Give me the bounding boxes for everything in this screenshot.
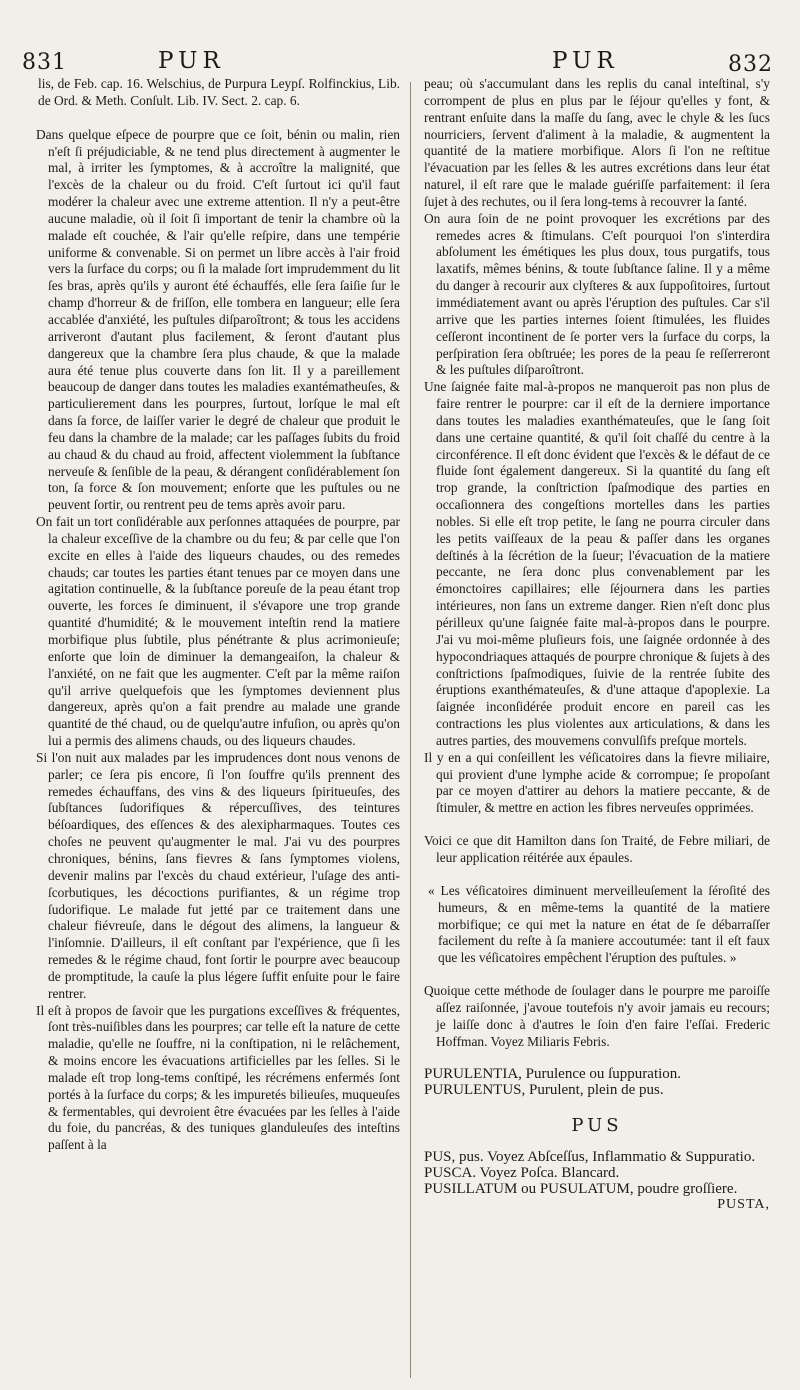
entry-purulentus: PURULENTUS, Purulent, plein de pus. — [424, 1082, 664, 1099]
catchword: PUSTA, — [717, 1197, 770, 1213]
entry-purulentia: PURULENTIA, Purulence ou ſuppuration. — [424, 1066, 682, 1083]
paragraph: Il y en a qui conſeillent les véſicatoires dans la fievre miliaire, qui provient d'une lymphe acide & corrompue; ſe propoſant par ce moyen d'attirer au dehors la matiere peccante, & de ſtimuler, & mettre en action les fibres nerveuſes opprimées. — [424, 749, 770, 816]
entry-pusca: PUSCA. Voyez Poſca. Blancard. — [424, 1165, 620, 1182]
dictionary-entry — [424, 1149, 770, 1165]
hamilton-intro: Voici ce que dit Hamilton dans ſon Traité, de Febre miliari, de leur application réitérée aux épaules. — [424, 833, 770, 865]
entry-pus: PUS, pus. Voyez Abſceſſus, Inflammatio & Suppuratio. — [424, 1149, 756, 1166]
dictionary-entry — [424, 1066, 770, 1082]
paragraph: On aura ſoin de ne point provoquer les excrétions par des remedes acres & ſtimulans. C'eſt pourquoi l'on s'interdira abſolument les émétiques les plus doux, tous purgatifs, tous laxatifs, mêmes bénins, & toute ſubſtance ſaline. Il y a même du danger à recourir aux clyſteres & aux ſuppoſitoires, ſurtout immédiatement avant ou après l'éruption des puſtules. Car s'il arrive que les parties internes ſoient ſtimulées, les fluides ceſſeront incontinent de ſe porter vers la ſurface du corps, la perſpiration ſera obſtruée; les pores de la peau ſe reſſerreront & les puſtules diſparoîtront. — [424, 210, 770, 378]
dictionary-entry — [424, 1181, 770, 1197]
paragraph: Une ſaignée faite mal-à-propos ne manqueroit pas non plus de faire rentrer le pourpre: car il eſt de la derniere importance dans toutes les maladies exanthémateuſes, que le ſang ſoit dans une certaine quantité, & qu'il ſoit chaſſé du centre à la circonférence. Il eſt donc évident que l'excès & le défaut de ce fluide ſont également dangereux. Si la quantité du ſang eſt trop grande, la conſtriction ſpaſmodique des parties en occaſionnera des congeſtions mortelles dans les parties nobles. Si elle eſt trop petite, le ſang ne pourra circuler dans les petits vaiſſeaux de la peau & paſſer dans les organes deſtinés à la ſécrétion de la ſueur; l'évacuation de la matiere peccante, ne ſera donc plus convenablement par les émonctoires capillaires; elle ſéjournera dans les parties intérieures, non ſans un extreme danger. Rien n'eſt donc plus périlleux qu'une ſaignée faite mal-à-propos dans le pourpre. J'ai vu moi-même pluſieurs fois, une ſaignée ordonnée à des hypocondriaques attaqués de pourpre chronique & ſujets à des conſtrictions ſpaſmodiques, ſuivie de la rentrée ſubite des éruptions exanthémateuſes, & d'une attaque d'apoplexie. La ſaignée inconſidérée produit encore en pareil cas les contractions les plus violentes aux articulations, & dans les autres parties, des mouvemens convulſifs preſque mortels. — [424, 379, 770, 748]
running-head-left: PUR — [158, 48, 225, 74]
citation-continuation: lis, de Feb. cap. 16. Welschius, de Purpura Leypſ. Rolfinckius, Lib. de Ord. & Meth. Conſult. Lib. IV. Sect. 2. cap. 6. — [38, 76, 400, 108]
dictionary-entry — [424, 1082, 770, 1098]
closing-paragraph: Quoique cette méthode de ſoulager dans le pourpre me paroiſſe aſſez raiſonnée, j'avoue toutefois n'y avoir jamais eu recours; je laiſſe donc à d'autres le ſoin d'en faire l'eſſai. Frederic Hoffman. Voyez Miliaris Febris. — [424, 983, 770, 1049]
page-number-left: 831 — [22, 50, 67, 75]
left-column — [36, 76, 400, 1154]
paragraph: Il eſt à propos de ſavoir que les purgations exceſſives & fréquentes, ſont très-nuiſibles dans les pourpres; car telle eſt la nature de cette maladie, qu'elle ne ſouffre, ni la conſtipation, ni le relâchement, & moins encore les évacuations artificielles par les ſelles. Si le malade eſt trop long-tems conſtipé, les récrémens enfermés ſont portés à la ſurface du corps; & les impuretés bilieuſes, muqueuſes & fermentables, qui devroient être évacuées par les ſelles à l'aide du foie, du pancréas, & des tuniques glanduleuſes des inteſtins paſſent à la — [36, 1002, 400, 1153]
paragraph-continuation: peau; où s'accumulant dans les replis du canal inteſtinal, s'y corrompent de plus en plus par le ſéjour qu'elles y font, & rentrant enſuite dans la maſſe du ſang, avec le chyle & les ſucs nourriciers, ſervent d'aliment à la maladie, & augmentent la quantité de la matiere morbifique. Alors ſi l'on ne reſtitue l'évacuation par les ſelles & les autres excrétions dans leur état naturel, il eſt rare que le malade guériſſe parfaitement: il ſera ſujet à des rechutes, ou il ſera long-tems à recouvrer la ſanté. — [424, 76, 770, 209]
paragraph: On fait un tort conſidérable aux perſonnes attaquées de pourpre, par la chaleur exceſſive de la chambre ou du feu; & par celle que l'on excite en elles à l'aide des liqueurs chaudes, ou des remedes chauds; car toutes les parties étant tenues par ce moyen dans une agitation continuelle, & la ſubſtance poreuſe de la peau étant trop ouverte, les forces ſe diminuent, il s'évapore une trop grande quantité d'humidité; & le mouvement inteſtin rend la matiere morbifique plus ſubtile, plus pénétrante & plus acrimonieuſe; enſorte que loin de diminuer la demangeaiſon, la chaleur & l'anxiété, on ne fait que les augmenter. C'eſt par la même raiſon qu'il arrive quelquefois que les ſymptomes deviennent plus dangereux, après qu'on a fait prendre au malade une grande quantité de thé chaud, ou de quelqu'autre infuſion, ou après qu'on lui a permis des alimens chauds, ou des liqueurs chaudes. — [36, 514, 400, 749]
hamilton-quote: « Les véſicatoires diminuent merveilleuſement la ſéroſité des humeurs, & en même-tems la quantité de la matiere morbifique; ce qui met la nature en état de ſe débarraſſer facilement du reſte à ſa maniere accoutumée: tant il eſt faux que les véſicatoires empêchent l'éruption des puſtules. » — [428, 882, 770, 966]
entry-pusillatum: PUSILLATUM ou PUSULATUM, poudre groſſiere. — [424, 1181, 738, 1198]
page-number-right: 832 — [728, 52, 773, 77]
column-divider — [410, 82, 411, 1378]
dictionary-entry — [424, 1165, 770, 1181]
paragraph: Dans quelque eſpece de pourpre que ce ſoit, bénin ou malin, rien n'eſt ſi préjudiciable, & ne tend plus directement à augmenter le mal, à irriter les ſymptomes, & à accroître la malignité, que l'excès de la chaleur ou du froid. C'eſt ſurtout ici qu'il faut modérer la chaleur avec une extreme attention. Il n'y a peut-être aucune maladie, où il ſoit ſi important de tenir la chambre où la malade eſt couchée, & l'air qu'elle reſpire, dans une tempérie uniforme & convenable. Si on permet un libre accès à l'air froid vers la ſurface du corps; ou ſi la malade ſort imprudemment du lit ſes bras, après qu'ils y auront été échauffés, elle ſera ſaiſie ſur le champ d'horreur & de friſſon, elle tombera en langueur; elle ſera accablée d'anxiété, les puſtules diſparoîtront; & tous les accidens arriveront d'autant plus facilement, & ſeront d'autant plus dangereux que la chambre ſera plus chaude, & que la malade aura été tenue plus couverte dans ſon lit. Il y a pareillement beaucoup de danger dans toutes les maladies exantématheuſes, & particulierement dans les pourpres, ſurtout, lorſque le mal eſt dans ſa force, de laiſſer varier le degré de chaleur que produit le feu dans la chambre de la malade; car les paſſages ſubits du froid au chaud & du chaud au froid, affectent violemment la ſubſtance nerveuſe & ſenſible de la peau, & dérangent conſidérablement ſon ton, ſa force & ſon mouvement; enſorte que les puſtules ou ne peuvent ſortir, ou rentrent peu de tems après avoir paru. — [36, 126, 400, 513]
section-title: PUS — [571, 1115, 623, 1137]
paragraph: Si l'on nuit aux malades par les imprudences dont nous venons de parler; ce ſera pis encore, ſi l'on ſouffre qu'ils prennent des remedes échauffans, des vins & des liqueurs ſpiritueuſes, des ſubſtances ſudorifiques & répercuſſives, des teintures béſoardiques, des eſſences & des alexipharmaques. Toutes ces choſes ne peuvent qu'augmenter le mal. J'ai vu des pourpres chroniques, bénins, ſans fievres & ſans ſymptomes violens, devenir malins par l'excès du chaud extérieur, l'uſage des anti-ſcorbutiques, les décoctions purifiantes, & un régime trop ſudorifique. Le malade fut jetté par ce traitement dans une chaleur fiévreuſe, dans le dégout des alimens, la langueur & l'inſomnie. D'ailleurs, il eſt conſtant par l'expérience, que ſi les remedes & le régime chaud, font ſortir le pourpre avec beaucoup de promptitude, la cauſe la plus légere ſuffit enſuite pour le faire rentrer. — [36, 749, 400, 1001]
right-column — [424, 76, 770, 1214]
running-head-right: PUR — [552, 48, 619, 74]
